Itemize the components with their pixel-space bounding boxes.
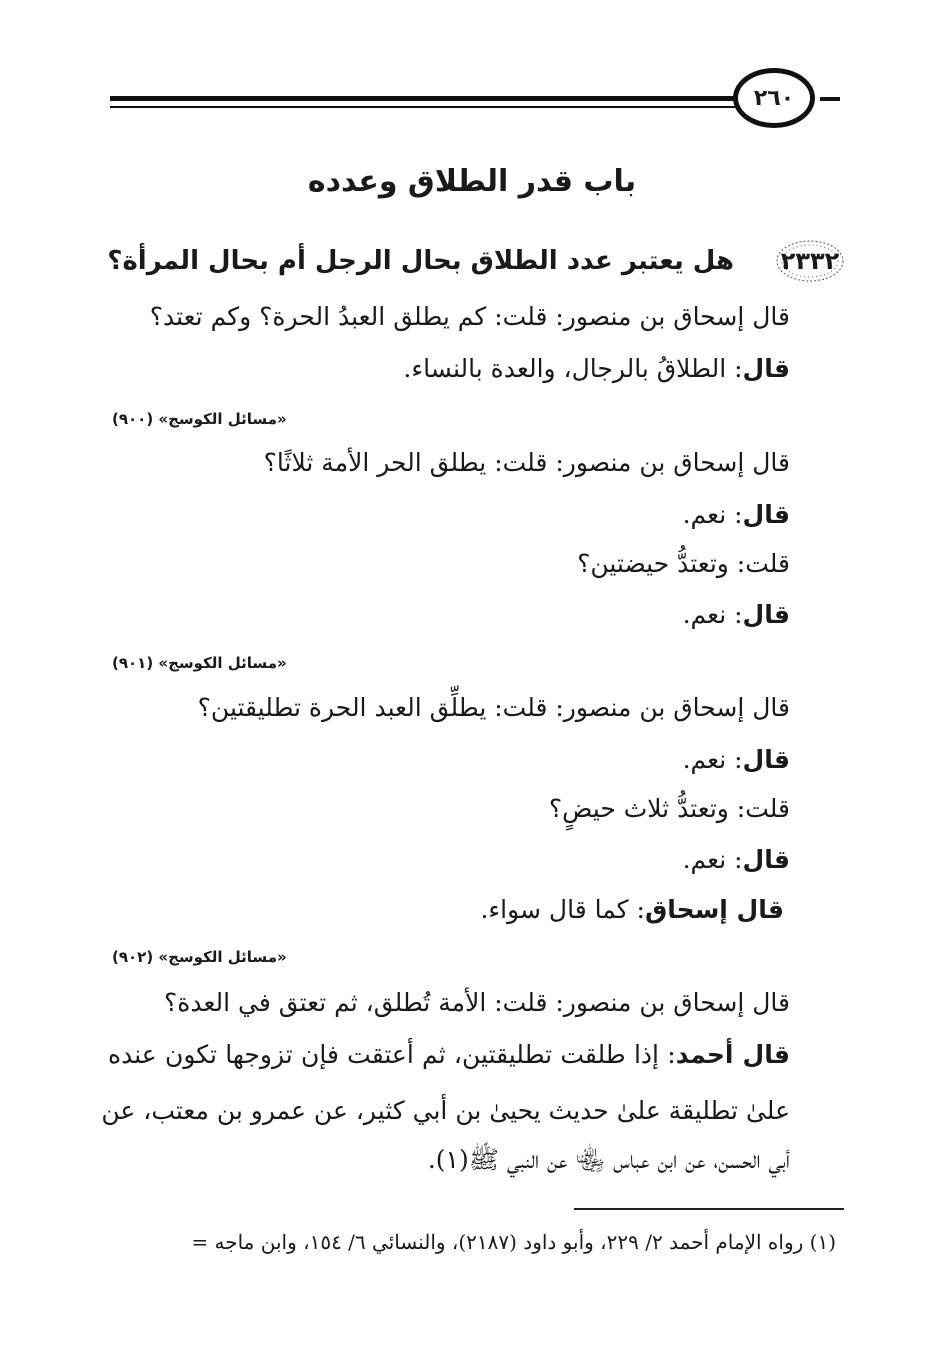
- header-rule: [110, 96, 740, 101]
- answer-label: قال: [742, 600, 790, 629]
- answer-label: قال: [742, 845, 790, 874]
- answer-label: قال: [742, 745, 790, 774]
- ahmad-label: قال أحمد: [675, 1040, 790, 1069]
- ishaq-text: : كما قال سواء.: [480, 895, 645, 924]
- answer-text: : نعم.: [682, 845, 743, 874]
- footnote: (١) رواه الإمام أحمد ٢/ ٢٢٩، وأبو داود (٢١٨٧)، والنسائي ٦/ ١٥٤، وابن ماجه =: [191, 1230, 836, 1254]
- ahmad-text: : إذا طلقت تطليقتين، ثم أعتقت فإن تزوجها تكون عنده: [108, 1040, 676, 1069]
- page-number: ٢٦٠: [753, 85, 795, 111]
- header-rule-right: [820, 97, 840, 101]
- chapter-title: باب قدر الطلاق وعدده: [307, 164, 637, 199]
- answer-text: : الطلاقُ بالرجال، والعدة بالنساء.: [403, 354, 743, 383]
- block4-ahmad: [108, 1040, 790, 1069]
- block3-answer1: [683, 745, 790, 774]
- block2-question: قال إسحاق بن منصور: قلت: يطلق الحر الأمة ثلاثًا؟: [263, 448, 790, 477]
- block2-question2: قلت: وتعتدُّ حيضتين؟: [577, 549, 790, 578]
- source-citation: «مسائل الكوسج» (٩٠٢): [112, 948, 287, 966]
- answer-label: قال: [742, 500, 790, 529]
- block4-line3: أبي الحسن، عن ابن عباس ﵄ عن النبي ﷺ(١).: [427, 1145, 790, 1174]
- block4-line2: علىٰ تطليقة علىٰ حديث يحيىٰ بن أبي كثير، عن عمرو بن معتب، عن: [101, 1096, 790, 1125]
- source-citation: «مسائل الكوسج» (٩٠٠): [112, 410, 287, 428]
- page-number-badge: [733, 68, 815, 128]
- answer-text: : نعم.: [682, 500, 743, 529]
- question-title: هل يعتبر عدد الطلاق بحال الرجل أم بحال المرأة؟: [107, 246, 734, 276]
- question-number: ٢٣٣٢: [780, 247, 840, 275]
- block1-question: قال إسحاق بن منصور: قلت: كم يطلق العبدُ الحرة؟ وكم تعتد؟: [149, 302, 790, 331]
- block4-question: قال إسحاق بن منصور: قلت: الأمة تُطلق، ثم تعتق في العدة؟: [163, 988, 790, 1017]
- footnote-rule: [574, 1208, 844, 1210]
- block3-question: قال إسحاق بن منصور: قلت: يطلِّق العبد الحرة تطليقتين؟: [197, 693, 790, 722]
- block2-answer2: [683, 600, 790, 629]
- block1-answer: [403, 354, 790, 383]
- block3-question2: قلت: وتعتدُّ ثلاث حيضٍ؟: [548, 794, 790, 823]
- block2-answer1: [683, 500, 790, 529]
- answer-text: : نعم.: [682, 600, 743, 629]
- answer-label: قال: [742, 354, 790, 383]
- block3-ishaq: [480, 895, 784, 924]
- block3-answer2: [683, 845, 790, 874]
- source-citation: «مسائل الكوسج» (٩٠١): [112, 654, 287, 672]
- answer-text: : نعم.: [682, 745, 743, 774]
- ishaq-label: قال إسحاق: [644, 895, 784, 924]
- question-number-badge: [775, 238, 845, 284]
- header-rule-thin: [110, 106, 740, 108]
